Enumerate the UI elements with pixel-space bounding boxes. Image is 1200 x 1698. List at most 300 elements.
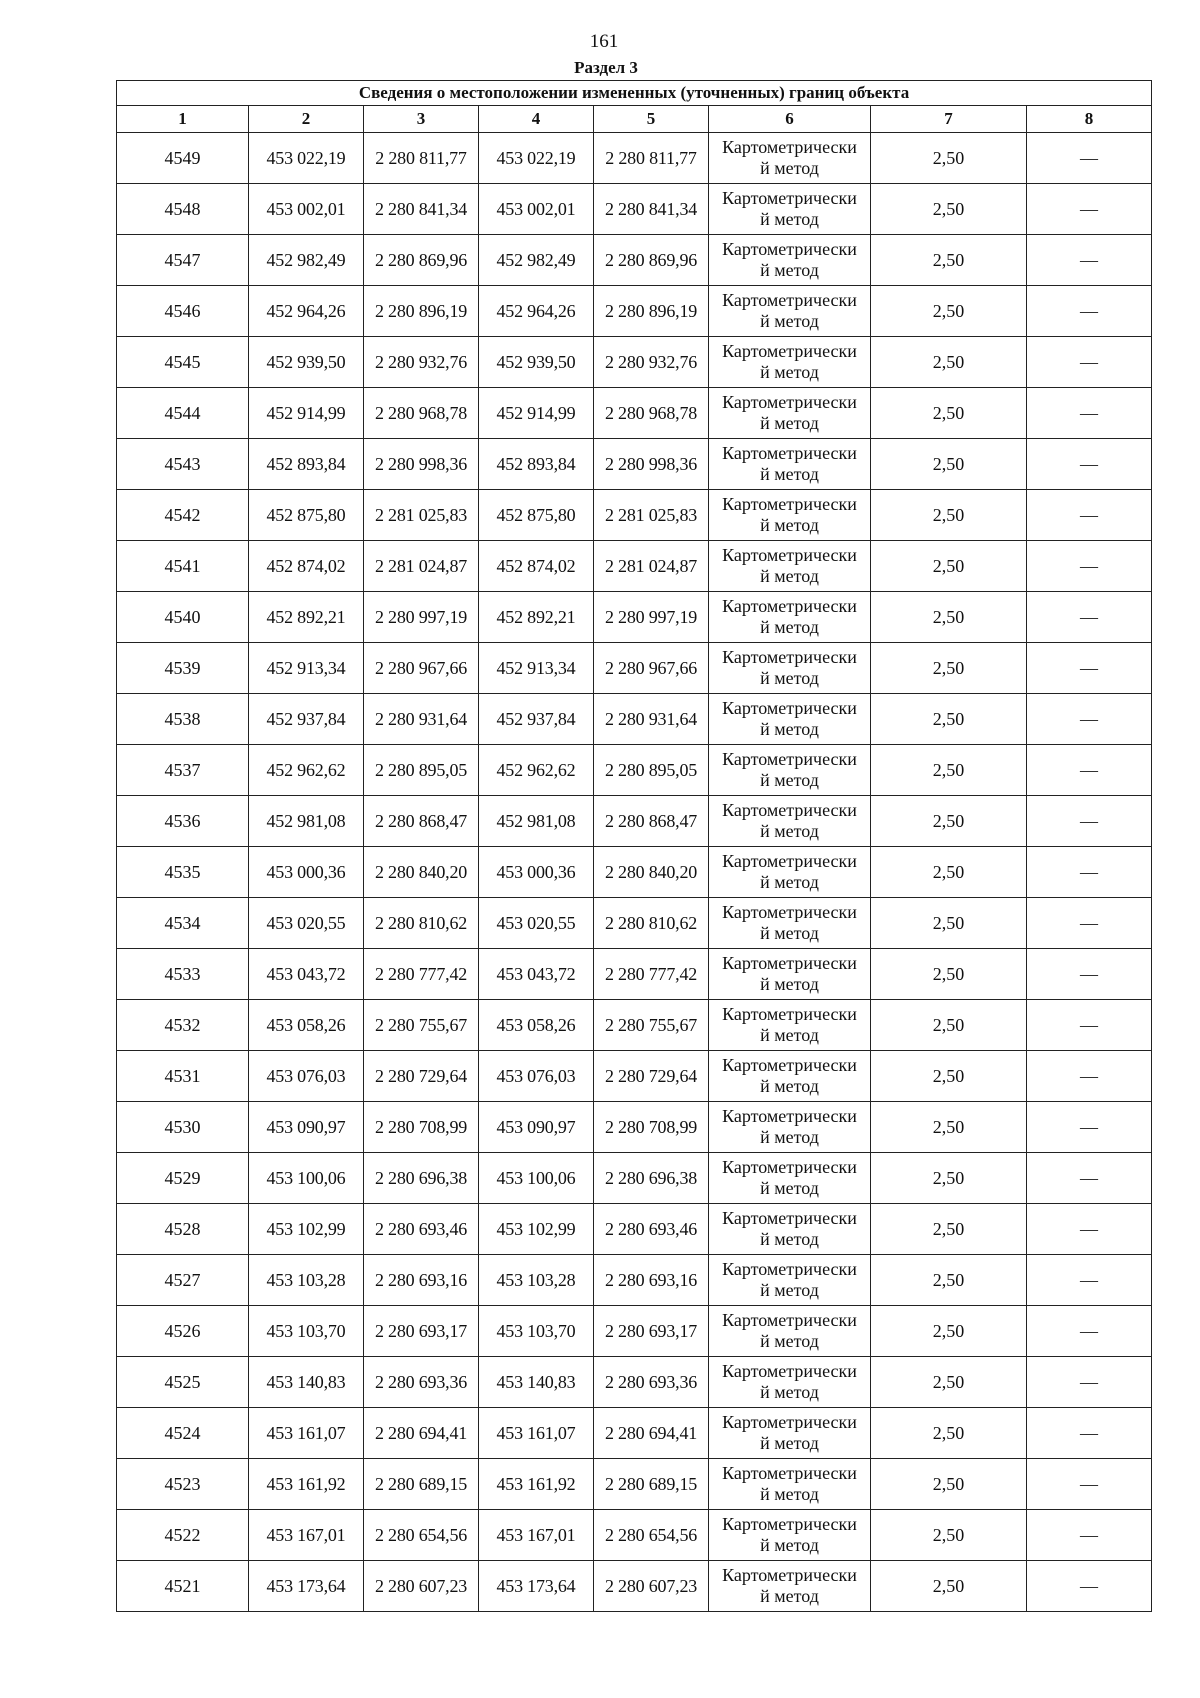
note-cell	[1027, 1000, 1152, 1051]
old-x-coordinate: 453 140,83	[249, 1357, 364, 1408]
point-number: 4543	[117, 439, 249, 490]
method-cell	[709, 1306, 871, 1357]
dash-mark: —	[1080, 1423, 1099, 1444]
old-x-coordinate: 453 022,19	[249, 133, 364, 184]
accuracy: 2,50	[871, 1000, 1027, 1051]
point-number: 4545	[117, 337, 249, 388]
page-number: 161	[589, 31, 619, 52]
new-x-coordinate: 453 173,64	[479, 1561, 594, 1612]
table-row	[117, 592, 1152, 643]
table-row	[117, 1510, 1152, 1561]
method-cell	[709, 1204, 871, 1255]
new-x-coordinate: 453 002,01	[479, 184, 594, 235]
point-number: 4537	[117, 745, 249, 796]
table-row	[117, 643, 1152, 694]
method-cell	[709, 796, 871, 847]
column-number: 2	[249, 106, 364, 133]
point-number: 4533	[117, 949, 249, 1000]
point-number: 4539	[117, 643, 249, 694]
point-number: 4529	[117, 1153, 249, 1204]
new-y-coordinate: 2 280 997,19	[594, 592, 709, 643]
old-y-coordinate: 2 280 693,46	[364, 1204, 479, 1255]
point-number: 4532	[117, 1000, 249, 1051]
new-x-coordinate: 453 103,70	[479, 1306, 594, 1357]
note-cell	[1027, 184, 1152, 235]
point-number: 4549	[117, 133, 249, 184]
method-line-2: й метод	[760, 1586, 819, 1606]
note-cell	[1027, 1306, 1152, 1357]
new-y-coordinate: 2 280 998,36	[594, 439, 709, 490]
old-y-coordinate: 2 280 694,41	[364, 1408, 479, 1459]
table-row	[117, 1357, 1152, 1408]
table-row	[117, 847, 1152, 898]
old-x-coordinate: 453 043,72	[249, 949, 364, 1000]
new-y-coordinate: 2 280 841,34	[594, 184, 709, 235]
method-cell	[709, 847, 871, 898]
method-cell	[709, 133, 871, 184]
new-x-coordinate: 453 161,07	[479, 1408, 594, 1459]
method-cell	[709, 1102, 871, 1153]
old-y-coordinate: 2 280 729,64	[364, 1051, 479, 1102]
old-x-coordinate: 452 913,34	[249, 643, 364, 694]
method-line-2: й метод	[760, 1127, 819, 1147]
table-row	[117, 1561, 1152, 1612]
method-line-2: й метод	[760, 668, 819, 688]
note-cell	[1027, 1510, 1152, 1561]
note-cell	[1027, 235, 1152, 286]
new-x-coordinate: 452 914,99	[479, 388, 594, 439]
method-line-2: й метод	[760, 158, 819, 178]
method-line-1: Картометрически	[722, 647, 857, 667]
old-x-coordinate: 452 874,02	[249, 541, 364, 592]
old-y-coordinate: 2 280 693,16	[364, 1255, 479, 1306]
note-cell	[1027, 1459, 1152, 1510]
note-cell	[1027, 1255, 1152, 1306]
method-line-1: Картометрически	[722, 800, 857, 820]
method-line-2: й метод	[760, 1280, 819, 1300]
old-x-coordinate: 453 020,55	[249, 898, 364, 949]
accuracy: 2,50	[871, 643, 1027, 694]
note-cell	[1027, 490, 1152, 541]
accuracy: 2,50	[871, 337, 1027, 388]
accuracy: 2,50	[871, 286, 1027, 337]
old-x-coordinate: 452 937,84	[249, 694, 364, 745]
dash-mark: —	[1080, 148, 1099, 169]
old-x-coordinate: 452 914,99	[249, 388, 364, 439]
new-y-coordinate: 2 280 729,64	[594, 1051, 709, 1102]
dash-mark: —	[1080, 1219, 1099, 1240]
accuracy: 2,50	[871, 1051, 1027, 1102]
method-cell	[709, 1000, 871, 1051]
accuracy: 2,50	[871, 1561, 1027, 1612]
note-cell	[1027, 898, 1152, 949]
method-line-2: й метод	[760, 770, 819, 790]
note-cell	[1027, 439, 1152, 490]
old-x-coordinate: 452 892,21	[249, 592, 364, 643]
table-row	[117, 541, 1152, 592]
table-row	[117, 439, 1152, 490]
column-number: 8	[1027, 106, 1152, 133]
old-y-coordinate: 2 280 607,23	[364, 1561, 479, 1612]
method-line-2: й метод	[760, 872, 819, 892]
method-cell	[709, 1510, 871, 1561]
new-y-coordinate: 2 280 694,41	[594, 1408, 709, 1459]
table-body	[117, 133, 1152, 1612]
accuracy: 2,50	[871, 1153, 1027, 1204]
new-y-coordinate: 2 280 693,36	[594, 1357, 709, 1408]
method-line-1: Картометрически	[722, 1463, 857, 1483]
dash-mark: —	[1080, 1576, 1099, 1597]
method-line-2: й метод	[760, 1433, 819, 1453]
note-cell	[1027, 1153, 1152, 1204]
method-line-1: Картометрически	[722, 545, 857, 565]
accuracy: 2,50	[871, 898, 1027, 949]
method-line-1: Картометрически	[722, 1310, 857, 1330]
note-cell	[1027, 745, 1152, 796]
accuracy: 2,50	[871, 847, 1027, 898]
new-y-coordinate: 2 280 932,76	[594, 337, 709, 388]
table-row	[117, 337, 1152, 388]
accuracy: 2,50	[871, 1357, 1027, 1408]
method-line-2: й метод	[760, 1025, 819, 1045]
column-number: 6	[709, 106, 871, 133]
method-line-2: й метод	[760, 464, 819, 484]
dash-mark: —	[1080, 1066, 1099, 1087]
point-number: 4526	[117, 1306, 249, 1357]
point-number: 4538	[117, 694, 249, 745]
new-x-coordinate: 453 103,28	[479, 1255, 594, 1306]
method-line-2: й метод	[760, 566, 819, 586]
method-line-1: Картометрически	[722, 443, 857, 463]
table-row	[117, 898, 1152, 949]
old-y-coordinate: 2 280 810,62	[364, 898, 479, 949]
new-x-coordinate: 452 981,08	[479, 796, 594, 847]
dash-mark: —	[1080, 1117, 1099, 1138]
dash-mark: —	[1080, 1525, 1099, 1546]
boundary-table	[116, 80, 1152, 1612]
new-x-coordinate: 453 090,97	[479, 1102, 594, 1153]
dash-mark: —	[1080, 454, 1099, 475]
accuracy: 2,50	[871, 541, 1027, 592]
method-line-1: Картометрически	[722, 953, 857, 973]
method-line-2: й метод	[760, 260, 819, 280]
old-x-coordinate: 453 090,97	[249, 1102, 364, 1153]
note-cell	[1027, 1102, 1152, 1153]
old-y-coordinate: 2 280 693,36	[364, 1357, 479, 1408]
new-y-coordinate: 2 280 693,17	[594, 1306, 709, 1357]
table-row	[117, 796, 1152, 847]
note-cell	[1027, 1051, 1152, 1102]
method-line-2: й метод	[760, 413, 819, 433]
new-x-coordinate: 453 167,01	[479, 1510, 594, 1561]
new-y-coordinate: 2 280 777,42	[594, 949, 709, 1000]
new-y-coordinate: 2 280 895,05	[594, 745, 709, 796]
point-number: 4534	[117, 898, 249, 949]
method-cell	[709, 1153, 871, 1204]
column-number: 3	[364, 106, 479, 133]
column-number: 7	[871, 106, 1027, 133]
method-cell	[709, 235, 871, 286]
table-row	[117, 286, 1152, 337]
accuracy: 2,50	[871, 1510, 1027, 1561]
new-y-coordinate: 2 280 931,64	[594, 694, 709, 745]
method-cell	[709, 694, 871, 745]
old-y-coordinate: 2 280 998,36	[364, 439, 479, 490]
point-number: 4524	[117, 1408, 249, 1459]
method-line-1: Картометрически	[722, 596, 857, 616]
method-cell	[709, 643, 871, 694]
new-x-coordinate: 453 100,06	[479, 1153, 594, 1204]
old-y-coordinate: 2 280 696,38	[364, 1153, 479, 1204]
point-number: 4522	[117, 1510, 249, 1561]
method-cell	[709, 1459, 871, 1510]
method-line-1: Картометрически	[722, 1055, 857, 1075]
table-row	[117, 1051, 1152, 1102]
method-line-1: Картометрически	[722, 1565, 857, 1585]
old-x-coordinate: 452 981,08	[249, 796, 364, 847]
accuracy: 2,50	[871, 1102, 1027, 1153]
method-line-1: Картометрически	[722, 1412, 857, 1432]
note-cell	[1027, 847, 1152, 898]
method-line-1: Картометрически	[722, 188, 857, 208]
point-number: 4536	[117, 796, 249, 847]
new-y-coordinate: 2 280 840,20	[594, 847, 709, 898]
old-x-coordinate: 452 982,49	[249, 235, 364, 286]
method-line-1: Картометрически	[722, 1157, 857, 1177]
dash-mark: —	[1080, 709, 1099, 730]
dash-mark: —	[1080, 556, 1099, 577]
new-x-coordinate: 452 962,62	[479, 745, 594, 796]
old-x-coordinate: 452 939,50	[249, 337, 364, 388]
table-row	[117, 184, 1152, 235]
accuracy: 2,50	[871, 592, 1027, 643]
new-y-coordinate: 2 280 968,78	[594, 388, 709, 439]
accuracy: 2,50	[871, 490, 1027, 541]
accuracy: 2,50	[871, 1459, 1027, 1510]
new-y-coordinate: 2 280 693,46	[594, 1204, 709, 1255]
old-y-coordinate: 2 281 024,87	[364, 541, 479, 592]
dash-mark: —	[1080, 403, 1099, 424]
column-number-row	[117, 106, 1152, 133]
method-line-2: й метод	[760, 1484, 819, 1504]
dash-mark: —	[1080, 1321, 1099, 1342]
new-y-coordinate: 2 280 689,15	[594, 1459, 709, 1510]
note-cell	[1027, 949, 1152, 1000]
dash-mark: —	[1080, 505, 1099, 526]
accuracy: 2,50	[871, 235, 1027, 286]
dash-mark: —	[1080, 1372, 1099, 1393]
new-x-coordinate: 453 000,36	[479, 847, 594, 898]
table-row	[117, 1459, 1152, 1510]
old-x-coordinate: 453 000,36	[249, 847, 364, 898]
new-x-coordinate: 453 020,55	[479, 898, 594, 949]
new-x-coordinate: 453 022,19	[479, 133, 594, 184]
method-line-1: Картометрически	[722, 1004, 857, 1024]
table-row	[117, 1102, 1152, 1153]
new-y-coordinate: 2 280 869,96	[594, 235, 709, 286]
method-line-2: й метод	[760, 1229, 819, 1249]
new-y-coordinate: 2 280 811,77	[594, 133, 709, 184]
old-x-coordinate: 452 893,84	[249, 439, 364, 490]
accuracy: 2,50	[871, 1204, 1027, 1255]
point-number: 4544	[117, 388, 249, 439]
dash-mark: —	[1080, 760, 1099, 781]
column-number: 1	[117, 106, 249, 133]
accuracy: 2,50	[871, 745, 1027, 796]
new-x-coordinate: 453 102,99	[479, 1204, 594, 1255]
old-y-coordinate: 2 280 693,17	[364, 1306, 479, 1357]
dash-mark: —	[1080, 862, 1099, 883]
new-y-coordinate: 2 280 693,16	[594, 1255, 709, 1306]
table-row	[117, 949, 1152, 1000]
method-cell	[709, 745, 871, 796]
method-line-1: Картометрически	[722, 137, 857, 157]
method-line-1: Картометрически	[722, 1259, 857, 1279]
old-x-coordinate: 453 167,01	[249, 1510, 364, 1561]
table-row	[117, 1153, 1152, 1204]
section-title: Раздел 3	[574, 58, 638, 77]
old-y-coordinate: 2 281 025,83	[364, 490, 479, 541]
accuracy: 2,50	[871, 1408, 1027, 1459]
method-line-2: й метод	[760, 923, 819, 943]
new-x-coordinate: 453 161,92	[479, 1459, 594, 1510]
new-x-coordinate: 453 140,83	[479, 1357, 594, 1408]
dash-mark: —	[1080, 301, 1099, 322]
point-number: 4531	[117, 1051, 249, 1102]
note-cell	[1027, 541, 1152, 592]
method-line-1: Картометрически	[722, 290, 857, 310]
method-cell	[709, 1357, 871, 1408]
method-cell	[709, 439, 871, 490]
new-x-coordinate: 452 875,80	[479, 490, 594, 541]
old-x-coordinate: 453 173,64	[249, 1561, 364, 1612]
accuracy: 2,50	[871, 1306, 1027, 1357]
old-y-coordinate: 2 280 896,19	[364, 286, 479, 337]
old-x-coordinate: 453 002,01	[249, 184, 364, 235]
note-cell	[1027, 286, 1152, 337]
dash-mark: —	[1080, 1168, 1099, 1189]
method-line-1: Картометрически	[722, 698, 857, 718]
old-y-coordinate: 2 280 931,64	[364, 694, 479, 745]
accuracy: 2,50	[871, 133, 1027, 184]
dash-mark: —	[1080, 658, 1099, 679]
point-number: 4546	[117, 286, 249, 337]
table-caption: Сведения о местоположении измененных (уточненных) границ объекта	[117, 81, 1152, 106]
column-number: 4	[479, 106, 594, 133]
old-x-coordinate: 453 076,03	[249, 1051, 364, 1102]
new-y-coordinate: 2 281 024,87	[594, 541, 709, 592]
new-x-coordinate: 452 939,50	[479, 337, 594, 388]
table-row	[117, 1408, 1152, 1459]
new-y-coordinate: 2 280 755,67	[594, 1000, 709, 1051]
new-y-coordinate: 2 280 708,99	[594, 1102, 709, 1153]
method-cell	[709, 1051, 871, 1102]
note-cell	[1027, 388, 1152, 439]
method-cell	[709, 184, 871, 235]
new-x-coordinate: 452 982,49	[479, 235, 594, 286]
point-number: 4527	[117, 1255, 249, 1306]
method-cell	[709, 1255, 871, 1306]
old-x-coordinate: 453 100,06	[249, 1153, 364, 1204]
method-cell	[709, 337, 871, 388]
method-line-1: Картометрически	[722, 494, 857, 514]
point-number: 4547	[117, 235, 249, 286]
new-x-coordinate: 452 893,84	[479, 439, 594, 490]
method-line-1: Картометрически	[722, 1514, 857, 1534]
method-line-2: й метод	[760, 821, 819, 841]
new-y-coordinate: 2 280 967,66	[594, 643, 709, 694]
new-y-coordinate: 2 280 810,62	[594, 898, 709, 949]
point-number: 4528	[117, 1204, 249, 1255]
method-line-2: й метод	[760, 311, 819, 331]
method-line-2: й метод	[760, 209, 819, 229]
method-line-1: Картометрически	[722, 1106, 857, 1126]
new-x-coordinate: 452 874,02	[479, 541, 594, 592]
note-cell	[1027, 1408, 1152, 1459]
dash-mark: —	[1080, 913, 1099, 934]
dash-mark: —	[1080, 964, 1099, 985]
old-y-coordinate: 2 280 811,77	[364, 133, 479, 184]
point-number: 4530	[117, 1102, 249, 1153]
method-cell	[709, 1408, 871, 1459]
method-line-2: й метод	[760, 974, 819, 994]
method-line-1: Картометрически	[722, 341, 857, 361]
old-x-coordinate: 453 103,28	[249, 1255, 364, 1306]
point-number: 4542	[117, 490, 249, 541]
note-cell	[1027, 1561, 1152, 1612]
old-y-coordinate: 2 280 689,15	[364, 1459, 479, 1510]
dash-mark: —	[1080, 1015, 1099, 1036]
note-cell	[1027, 796, 1152, 847]
note-cell	[1027, 1204, 1152, 1255]
new-x-coordinate: 452 913,34	[479, 643, 594, 694]
dash-mark: —	[1080, 1270, 1099, 1291]
method-cell	[709, 592, 871, 643]
old-x-coordinate: 453 102,99	[249, 1204, 364, 1255]
table-row	[117, 235, 1152, 286]
new-x-coordinate: 453 076,03	[479, 1051, 594, 1102]
old-y-coordinate: 2 280 868,47	[364, 796, 479, 847]
method-line-1: Картометрически	[722, 851, 857, 871]
new-y-coordinate: 2 280 896,19	[594, 286, 709, 337]
new-y-coordinate: 2 280 654,56	[594, 1510, 709, 1561]
method-line-1: Картометрически	[722, 902, 857, 922]
old-y-coordinate: 2 280 755,67	[364, 1000, 479, 1051]
new-x-coordinate: 452 937,84	[479, 694, 594, 745]
method-line-2: й метод	[760, 1331, 819, 1351]
dash-mark: —	[1080, 199, 1099, 220]
old-y-coordinate: 2 280 932,76	[364, 337, 479, 388]
old-y-coordinate: 2 280 708,99	[364, 1102, 479, 1153]
table-row	[117, 490, 1152, 541]
point-number: 4525	[117, 1357, 249, 1408]
method-line-2: й метод	[760, 1535, 819, 1555]
new-y-coordinate: 2 280 607,23	[594, 1561, 709, 1612]
old-x-coordinate: 453 058,26	[249, 1000, 364, 1051]
table-row	[117, 694, 1152, 745]
note-cell	[1027, 643, 1152, 694]
point-number: 4521	[117, 1561, 249, 1612]
method-cell	[709, 898, 871, 949]
table-row	[117, 1000, 1152, 1051]
method-cell	[709, 286, 871, 337]
method-line-1: Картометрически	[722, 392, 857, 412]
method-cell	[709, 490, 871, 541]
old-x-coordinate: 452 962,62	[249, 745, 364, 796]
method-line-2: й метод	[760, 1178, 819, 1198]
old-x-coordinate: 453 103,70	[249, 1306, 364, 1357]
new-x-coordinate: 453 043,72	[479, 949, 594, 1000]
